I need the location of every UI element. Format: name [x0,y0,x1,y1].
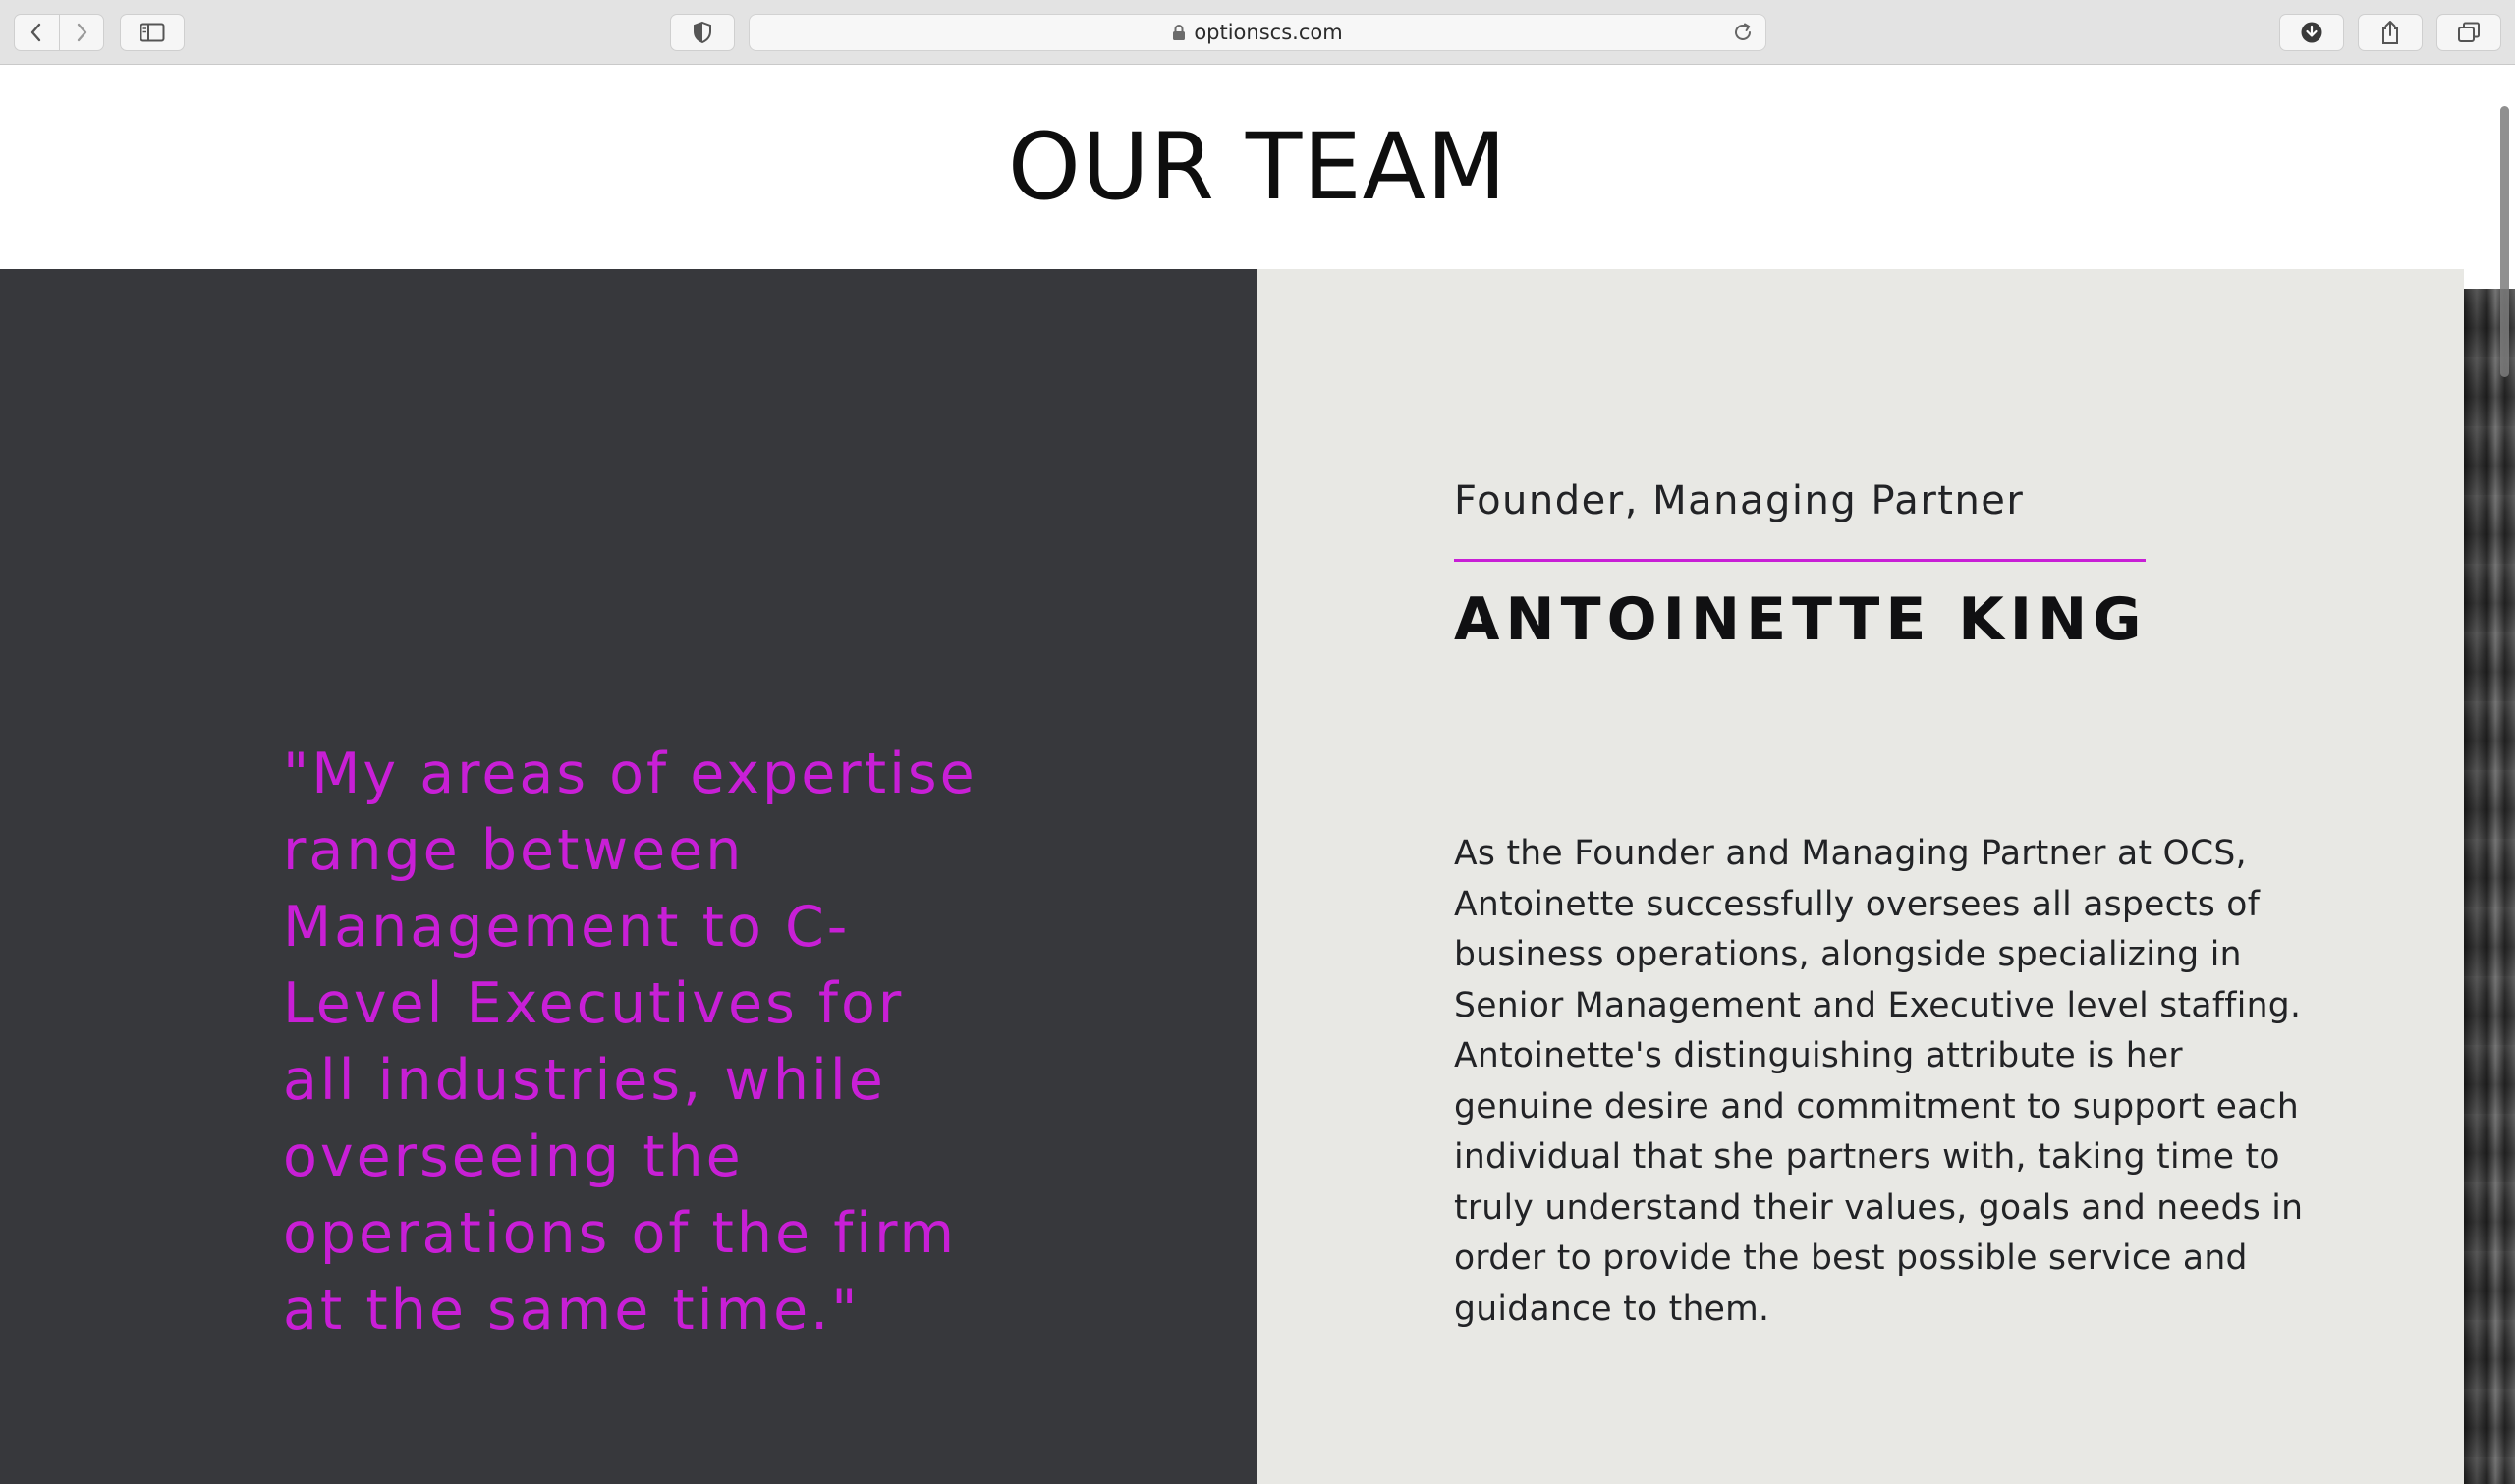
tab-overview-button[interactable] [2436,14,2501,51]
profile-quote: "My areas of expertise range between Management to C-Level Executives for all industries, while overseeing the operations of the firm at the same time." [283,742,978,1343]
back-button[interactable] [15,15,59,50]
accent-divider [1454,559,2146,562]
browser-toolbar [0,0,2515,65]
download-icon [2300,21,2323,44]
sidebar-icon [140,23,165,42]
profile-name: ANTOINETTE KING [1454,585,2148,654]
share-icon [2379,20,2401,45]
profile-role: Founder, Managing Partner [1454,478,2025,523]
share-button[interactable] [2358,14,2423,51]
forward-button[interactable] [59,15,104,50]
address-bar[interactable] [749,14,1766,51]
page-title: OUR TEAM [1007,113,1508,221]
privacy-report-button[interactable] [670,14,735,51]
reload-icon[interactable] [1732,22,1754,47]
team-photo-edge [2464,289,2515,1484]
lock-icon [1172,24,1186,41]
quote-panel [0,269,1258,1484]
profile-bio: As the Founder and Managing Partner at OCS, Antoinette successfully oversees all aspects of business operations, alongside specializing in Senior Management and Executive level staffing. Antoinette's distinguishing attribute is her genuine desire and commitment to support each individual that she partners with, taking time to truly understand their values, goals and needs in order to provide the best possible service and guidance to them. [1454,834,2304,1329]
sidebar-button[interactable] [120,14,185,51]
chevron-right-icon [74,22,89,43]
url-text: optionscs.com [1194,21,1343,44]
profile-panel [1258,269,2464,1484]
nav-buttons [14,14,104,51]
tabs-icon [2457,22,2481,43]
downloads-button[interactable] [2279,14,2344,51]
shield-icon [692,21,713,44]
chevron-left-icon [28,22,44,43]
page-scrollbar[interactable] [2500,106,2509,377]
